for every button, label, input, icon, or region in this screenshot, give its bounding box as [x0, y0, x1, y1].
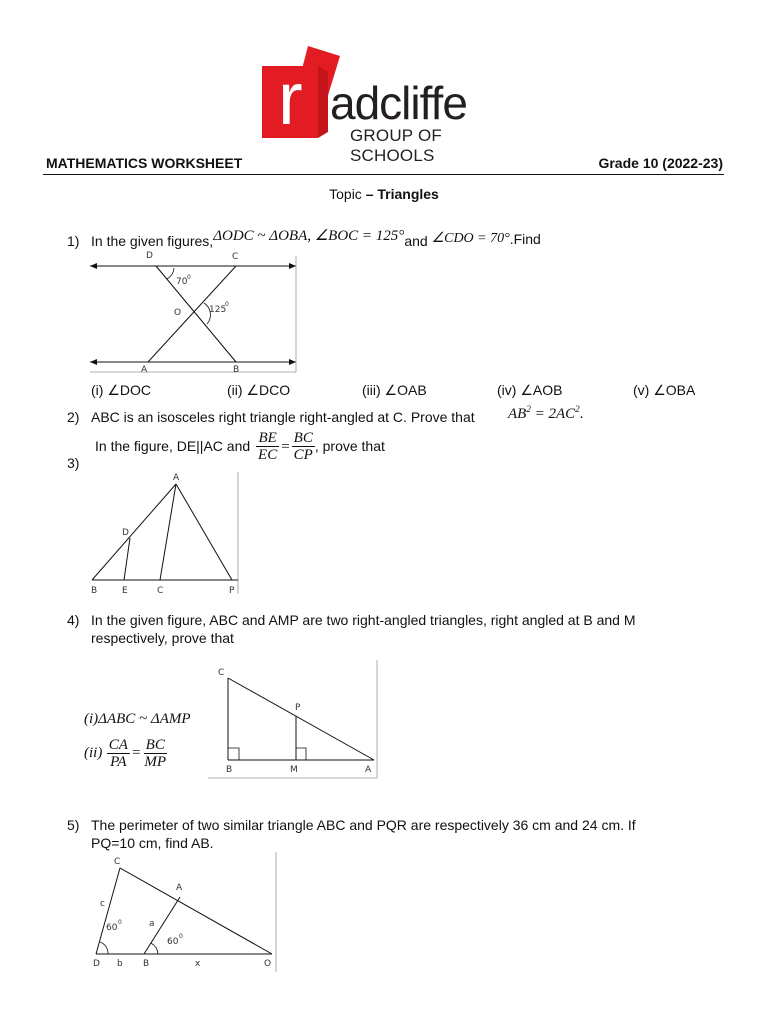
- q1-option-5: (v) ∠OBA: [633, 382, 696, 398]
- q3-eq: =: [281, 438, 290, 455]
- q3-label-A: A: [173, 473, 180, 483]
- q4-line1: In the given figure, ABC and AMP are two right-angled triangles, right angled at B and M: [91, 612, 636, 628]
- q1-text: [91, 226, 541, 249]
- q1-option-2: (ii) ∠DCO: [227, 382, 291, 398]
- q4-frac1-den: PA: [110, 754, 127, 770]
- q4-number: 4): [67, 612, 80, 628]
- q5-label-O: O: [264, 959, 272, 969]
- q4-frac1-num: CA: [108, 737, 128, 753]
- q2-math: $AB^2 = 2AC^2$.: [508, 404, 584, 422]
- q1-lead: In the given figures,: [91, 233, 214, 249]
- q3-label-P: P: [229, 586, 235, 596]
- q4-part-ii-label: (ii): [84, 745, 103, 761]
- logo-subtitle: GROUP OF SCHOOLS: [350, 126, 442, 165]
- q3-label-E: E: [122, 586, 128, 596]
- q5-line1: The perimeter of two similar triangle ABC and PQR are respectively 36 cm and 24 cm. If: [91, 817, 636, 833]
- q4-figure: [208, 660, 380, 780]
- q3-label-C: C: [157, 586, 164, 596]
- q2-text: ABC is an isosceles right triangle right-angled at C. Prove that: [91, 409, 475, 425]
- header-divider: [43, 174, 724, 175]
- q3-frac2-num: BC: [293, 430, 313, 446]
- q4-frac2-num: BC: [145, 737, 165, 753]
- q1-label-C: C: [232, 252, 239, 262]
- q4-label-C: C: [218, 668, 225, 678]
- q4-label-M: M: [290, 765, 298, 775]
- q5-label-A: A: [176, 883, 183, 893]
- q1-tail: .Find: [509, 231, 541, 247]
- q1-option-3: (iii) ∠OAB: [362, 382, 427, 398]
- q5-label-C: C: [114, 857, 121, 867]
- q4-label-P: P: [295, 703, 301, 713]
- q3-text: [95, 430, 385, 463]
- q4-part-ii: [84, 737, 168, 770]
- q1-mid: and: [404, 233, 428, 249]
- q3-frac1-den: EC: [258, 447, 278, 463]
- q5-label-a: a: [149, 919, 155, 929]
- q5-label-c: c: [100, 899, 105, 909]
- q4-label-B: B: [226, 765, 233, 775]
- q5-label-B: B: [143, 959, 150, 969]
- q1-math: ΔODC ~ ΔOBA, ∠BOC = 125°: [213, 228, 405, 244]
- q3-frac2: [292, 430, 315, 463]
- q5-label-D: D: [93, 959, 100, 969]
- q5-label-x: x: [195, 959, 201, 969]
- topic-prefix: Topic: [329, 186, 366, 202]
- q1-option-1: (i) ∠DOC: [91, 382, 151, 398]
- logo-brand-name: adcliffe: [330, 77, 467, 129]
- q1-option-4: (iv) ∠AOB: [497, 382, 563, 398]
- q2-math-base: AB: [508, 406, 527, 422]
- q3-frac1: [256, 430, 279, 463]
- q1-label-A: A: [141, 365, 148, 375]
- topic-line: [0, 185, 768, 203]
- q3-lead: In the figure, DE||AC and: [95, 438, 251, 455]
- q1-figure: [88, 248, 298, 374]
- q3-figure: [88, 472, 240, 598]
- q5-label-60-2-deg: 0: [179, 933, 183, 940]
- q5-line2: PQ=10 cm, find AB.: [91, 835, 214, 851]
- q3-frac2-den: CP: [293, 447, 313, 463]
- q1-math2: ∠CDO = 70°: [431, 231, 510, 246]
- q4-frac2-den: MP: [144, 754, 167, 770]
- q4-label-A: A: [365, 765, 372, 775]
- q1-label-O: O: [174, 308, 182, 318]
- q1-label-125-deg: 0: [225, 301, 229, 308]
- topic-title: – Triangles: [365, 186, 439, 202]
- q4-frac1: [107, 737, 130, 770]
- q1-number: 1): [67, 233, 80, 249]
- q2-number: 2): [67, 409, 80, 425]
- q4-line2: respectively, prove that: [91, 630, 234, 646]
- q3-label-B: B: [91, 586, 98, 596]
- logo-mark-letter: r: [278, 57, 303, 140]
- q4-frac2: [142, 737, 168, 770]
- q2-math-end: .: [579, 406, 584, 422]
- q4-part-i-label: (i): [84, 711, 99, 727]
- worksheet-title: MATHEMATICS WORKSHEET: [46, 155, 243, 171]
- q4-eq: =: [131, 745, 141, 761]
- q1-label-70-deg: 0: [187, 274, 191, 281]
- q5-label-60-1: 60: [106, 923, 118, 933]
- q1-label-70: 70: [176, 277, 188, 287]
- q1-label-D: D: [146, 251, 153, 261]
- q3-number: 3): [67, 455, 80, 471]
- q3-tail: , prove that: [314, 438, 385, 455]
- q4-part-i: [84, 711, 191, 728]
- q5-figure: [88, 852, 278, 974]
- q5-label-b: b: [117, 959, 123, 969]
- grade-label: Grade 10 (2022-23): [598, 155, 723, 171]
- q1-label-B: B: [233, 365, 240, 375]
- school-logo: [256, 42, 518, 165]
- q3-label-D: D: [122, 528, 129, 538]
- q5-label-60-1-deg: 0: [118, 919, 122, 926]
- q5-label-60-2: 60: [167, 937, 179, 947]
- q1-label-125: 125: [209, 305, 227, 315]
- q3-frac1-num: BE: [258, 430, 277, 446]
- q5-number: 5): [67, 817, 80, 833]
- q2-math-mid: = 2AC: [530, 406, 576, 422]
- q4-part-i-math: ΔABC ~ ΔAMP: [98, 711, 191, 727]
